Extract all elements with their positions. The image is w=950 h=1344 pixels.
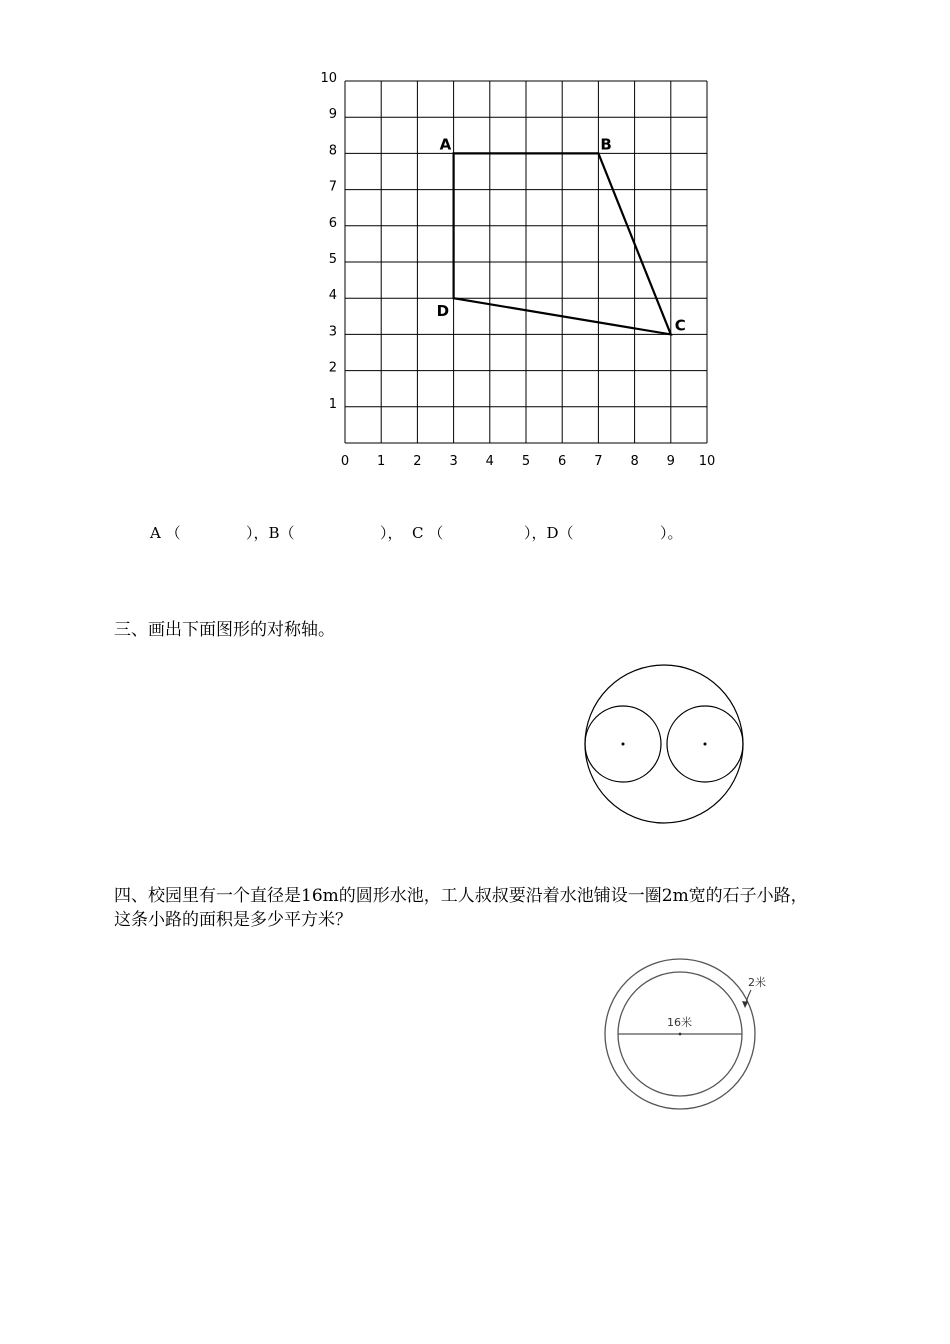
y-tick-label: 5 — [328, 252, 337, 267]
y-tick-label: 10 — [320, 71, 337, 86]
section-4-line-1: 四、校园里有一个直径是16m的圆形水池，工人叔叔要沿着水池铺设一圈2m宽的石子小路， — [114, 886, 808, 906]
width-label: 2米 — [748, 976, 766, 989]
x-tick-label: 8 — [630, 454, 639, 469]
x-tick-label: 0 — [340, 454, 350, 469]
vertex-label: B — [600, 135, 612, 154]
outer-circle — [585, 665, 743, 823]
diameter-label: 16米 — [667, 1016, 692, 1029]
answer-c-label: ）， C （ — [380, 524, 444, 542]
pond-path-figure — [595, 950, 785, 1120]
x-axis-tick-labels — [341, 454, 715, 469]
section-4-line-2: 这条小路的面积是多少平方米？ — [114, 910, 352, 930]
y-tick-label: 2 — [328, 360, 337, 376]
pond-center-dot — [679, 1033, 682, 1036]
vertex-label: C — [674, 316, 686, 335]
vertex-labels — [437, 135, 686, 334]
y-tick-label: 4 — [328, 288, 337, 304]
grid-lines — [345, 81, 707, 443]
y-tick-label: 8 — [328, 143, 337, 159]
y-tick-label: 7 — [328, 179, 337, 195]
coordinate-grid-figure — [300, 71, 740, 485]
x-tick-label: 5 — [521, 454, 531, 469]
vertex-label: D — [436, 302, 450, 321]
y-tick-label: 9 — [328, 107, 337, 123]
y-tick-label: 3 — [328, 324, 337, 340]
x-tick-label: 7 — [594, 454, 603, 469]
x-tick-label: 3 — [449, 454, 458, 469]
answer-a-close: ），B（ — [246, 524, 295, 542]
answer-c-close: ），D（ — [524, 524, 574, 542]
y-tick-label: 6 — [328, 215, 337, 231]
width-pointer-arrow — [742, 1001, 748, 1008]
answer-a-label: A （ — [150, 524, 181, 542]
x-tick-label: 10 — [698, 454, 716, 469]
symmetry-circles-figure — [575, 655, 755, 835]
coordinates-answer-line — [0, 522, 950, 546]
x-tick-label: 4 — [485, 454, 494, 469]
answer-end: ）。 — [660, 524, 683, 542]
x-tick-label: 1 — [377, 454, 386, 469]
y-tick-label: 1 — [328, 396, 337, 412]
right-center-dot — [704, 743, 707, 746]
left-center-dot — [622, 743, 625, 746]
x-tick-label: 2 — [413, 454, 422, 469]
section-3-title: 三、画出下面图形的对称轴。 — [114, 620, 335, 640]
x-tick-label: 6 — [558, 454, 567, 469]
x-tick-label: 9 — [666, 454, 675, 469]
y-axis-tick-labels — [320, 71, 337, 412]
vertex-label: A — [439, 135, 452, 154]
